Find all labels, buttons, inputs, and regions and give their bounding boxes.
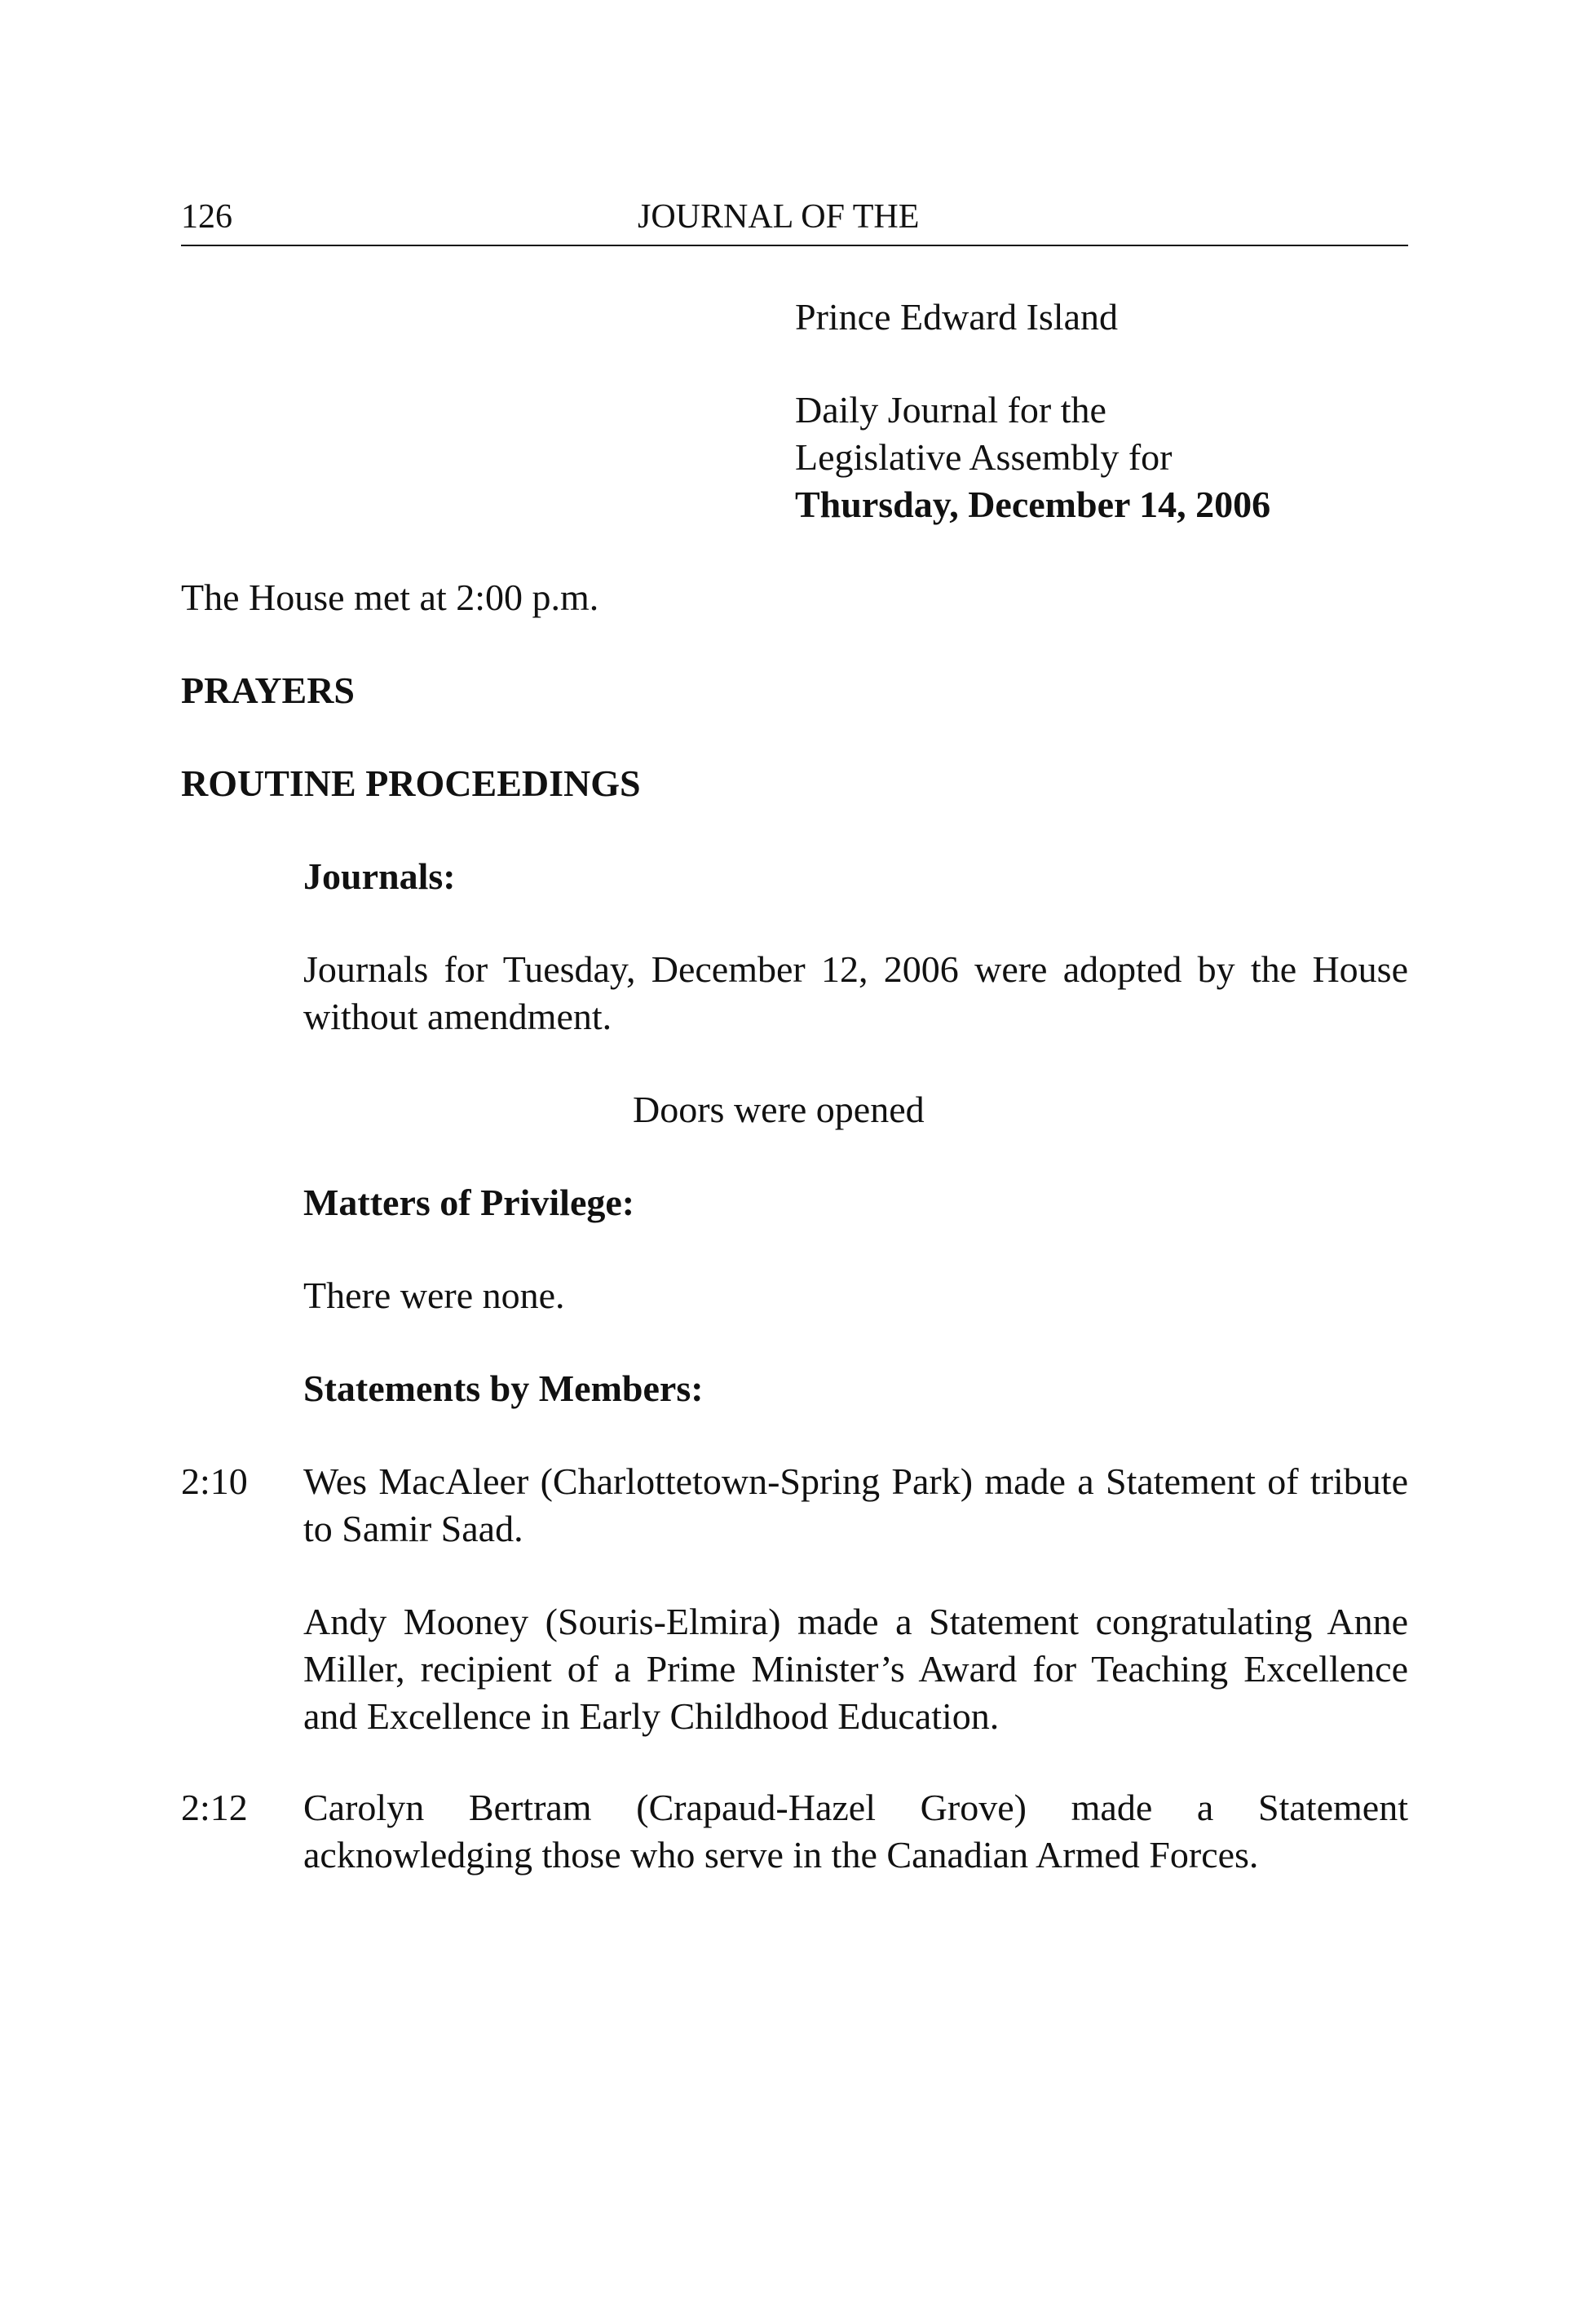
page-number: 126 bbox=[181, 198, 232, 236]
statement-text: Wes MacAleer (Charlottetown-Spring Park) made a Statement of tribute to Samir Saad. bbox=[303, 1460, 1408, 1549]
statement-time: 2:12 bbox=[181, 1787, 248, 1828]
statements-heading: Statements by Members: bbox=[303, 1367, 704, 1409]
prayers-heading: PRAYERS bbox=[181, 669, 356, 711]
statement-text: Carolyn Bertram (Crapaud-Hazel Grove) made a Statement acknowledging those who serve in the Canadian Armed Forces. bbox=[303, 1787, 1408, 1876]
privilege-heading: Matters of Privilege: bbox=[303, 1182, 635, 1223]
running-header bbox=[181, 197, 1408, 246]
journals-paragraph: Journals for Tuesday, December 12, 2006 were adopted by the House without amendment. bbox=[303, 948, 1408, 1037]
statement-text: Andy Mooney (Souris-Elmira) made a Statement congratulating Anne Miller, recipient of a Prime Minister’s Award for Teaching Excellence and Excellence in Early Childhood Education. bbox=[303, 1601, 1408, 1737]
journal-title-line2: Legislative Assembly for bbox=[795, 436, 1173, 478]
running-title: JOURNAL OF THE bbox=[638, 198, 920, 236]
journal-title-line1: Daily Journal for the bbox=[795, 389, 1106, 431]
statement-time: 2:10 bbox=[181, 1460, 248, 1502]
journals-heading: Journals: bbox=[303, 855, 456, 897]
sitting-date: Thursday, December 14, 2006 bbox=[795, 484, 1271, 525]
privilege-text: There were none. bbox=[303, 1275, 565, 1316]
doors-opened-note: Doors were opened bbox=[633, 1089, 925, 1130]
province-name: Prince Edward Island bbox=[795, 296, 1118, 338]
opening-statement: The House met at 2:00 p.m. bbox=[181, 577, 599, 618]
routine-proceedings-heading: ROUTINE PROCEEDINGS bbox=[181, 762, 641, 804]
